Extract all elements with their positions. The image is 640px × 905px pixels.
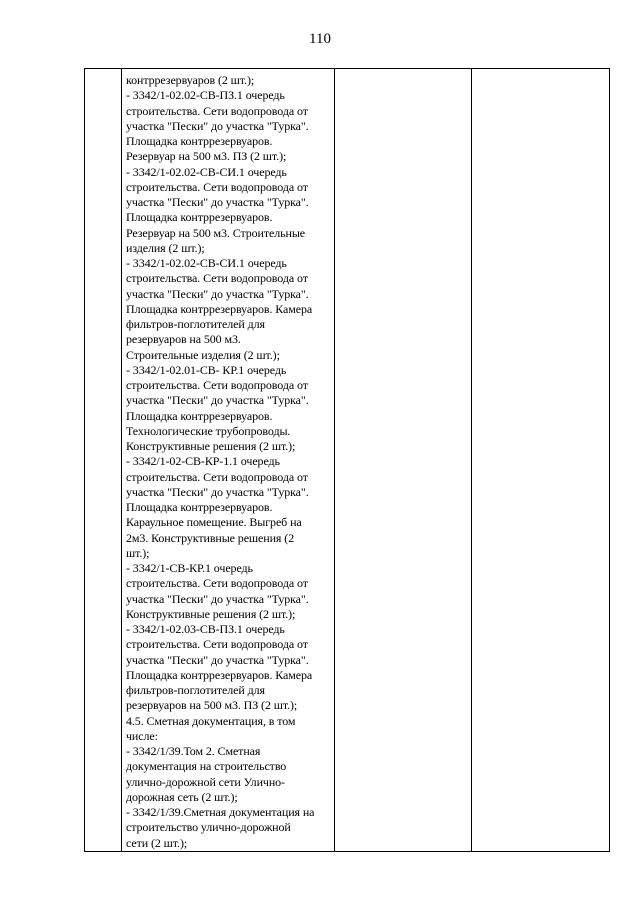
description-line: строительство улично-дорожной (126, 820, 291, 835)
description-line: - 3342/1-02.02-СВ-СИ.1 очередь (126, 164, 287, 179)
description-line: контррезервуаров (2 шт.); (126, 73, 255, 87)
description-line: строительства. Сети водопровода от (126, 469, 308, 484)
table-cell-description (122, 69, 335, 852)
description-line: - 3342/1-СВ-КР.1 очередь (126, 561, 253, 575)
description-line: строительства. Сети водопровода от (126, 378, 308, 392)
description-line: документация на строительство (126, 759, 287, 774)
description-line: сети (2 шт.); (126, 835, 188, 850)
description-line: участка "Пески" до участка "Турка". (126, 591, 309, 606)
description-line: - 3342/1-02-СВ-КР-1.1 очередь (126, 454, 280, 469)
description-line: участка "Пески" до участка "Турка". (126, 118, 309, 133)
description-line: резервуаров на 500 м3. (126, 332, 241, 347)
description-line: дорожная сеть (2 шт.); (126, 789, 238, 804)
description-line: - 3342/1-02.02-СВ-СИ.1 очередь (126, 256, 287, 270)
description-line: участка "Пески" до участка "Турка". (126, 652, 309, 667)
description-line: - 3342/1/39.Том 2. Сметная (126, 744, 261, 758)
description-line: - 3342/1-02.01-СВ- КР.1 очередь (126, 362, 287, 377)
description-line: - 3342/1-02.02-СВ-ПЗ.1 очередь (126, 88, 285, 103)
description-line: строительства. Сети водопровода от (126, 271, 308, 286)
description-line: Площадка контррезервуаров. Камера (126, 667, 313, 682)
description-line: Площадка контррезервуаров. Камера (126, 301, 313, 316)
description-line: шт.); (126, 545, 150, 560)
description-line: участка "Пески" до участка "Турка". (126, 393, 309, 408)
description-line: фильтров-поглотителей для (126, 683, 265, 697)
description-line: улично-дорожной сети Улично- (126, 774, 285, 789)
description-line: Площадка контррезервуаров. (126, 210, 273, 225)
page-number: 110 (309, 31, 331, 47)
description-line: Строительные изделия (2 шт.); (126, 347, 280, 362)
description-line: участка "Пески" до участка "Турка". (126, 195, 309, 209)
description-line: Площадка контррезервуаров. (126, 134, 273, 148)
description-line: строительства. Сети водопровода от (126, 103, 308, 118)
description-line: - 3342/1/39.Сметная документация на (126, 805, 315, 819)
description-line: 2м3. Конструктивные решения (2 (126, 530, 295, 545)
description-line: - 3342/1-02.03-СВ-ПЗ.1 очередь (126, 622, 285, 636)
description-line: Площадка контррезервуаров. (126, 500, 273, 514)
table-cell-empty-1 (335, 69, 472, 852)
description-line: числе: (126, 728, 158, 743)
description-line: Караульное помещение. Выгреб на (126, 515, 302, 530)
description-line: строительства. Сети водопровода от (126, 637, 308, 652)
description-line: участка "Пески" до участка "Турка". (126, 286, 309, 301)
description-line: строительства. Сети водопровода от (126, 576, 308, 591)
description-line: строительства. Сети водопровода от (126, 179, 308, 194)
description-line: Конструктивные решения (2 шт.); (126, 439, 296, 453)
description-line: участка "Пески" до участка "Турка". (126, 484, 309, 499)
description-line: Площадка контррезервуаров. (126, 408, 273, 423)
description-line: Конструктивные решения (2 шт.); (126, 606, 296, 621)
description-line: изделия (2 шт.); (126, 240, 205, 255)
description-line: резервуаров на 500 м3. ПЗ (2 шт.); (126, 698, 298, 713)
description-line: 4.5. Сметная документация, в том (126, 713, 296, 728)
description-line: фильтров-поглотителей для (126, 317, 265, 331)
document-table (84, 68, 610, 852)
table-cell-number (85, 69, 122, 852)
description-line: Резервуар на 500 м3. Строительные (126, 225, 306, 240)
description-text (122, 69, 334, 851)
description-line: Резервуар на 500 м3. ПЗ (2 шт.); (126, 149, 287, 164)
table-row (85, 69, 610, 852)
table-cell-empty-2 (472, 69, 610, 852)
description-line: Технологические трубопроводы. (126, 423, 291, 438)
